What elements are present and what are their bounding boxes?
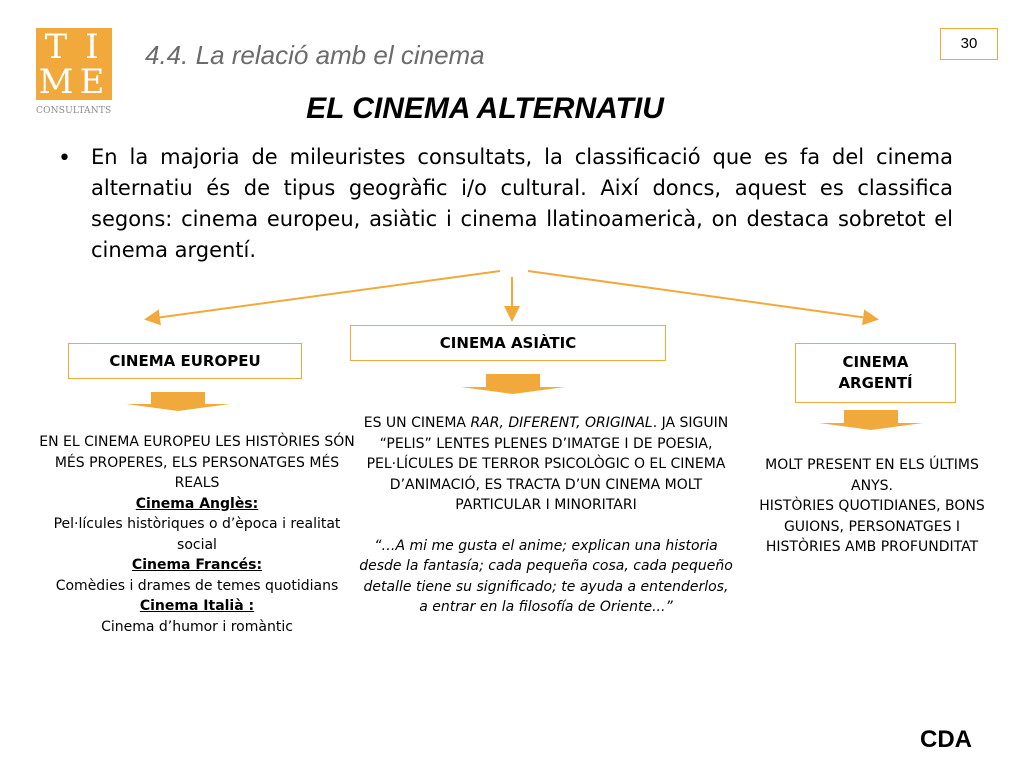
europeu-heading: Cinema Anglès: xyxy=(135,495,259,512)
down-arrow-argenti xyxy=(819,410,923,430)
asiatic-description xyxy=(358,413,734,618)
asiatic-text-end: . JA SIGUIN “PELIS” LENTES PLENES D’IMATGE I DE POESIA, PEL·LÍCULES DE TERROR PSICOLÒGIC O EL CINEMA D’ANIMACIÓ, ES TRACTA D’UN CINEMA MOLT PARTICULAR I MINORITARI xyxy=(366,415,729,513)
logo-letter: E xyxy=(79,62,105,102)
down-arrow-europeu xyxy=(126,392,230,411)
logo-letter: I xyxy=(85,27,99,67)
intro-paragraph: En la majoria de mileuristes consultats, la classificació que es fa del cinema alternatiu és de tipus geogràfic i/o cultural. Així doncs, aquest es classifica segons: cinema europeu, asiàtic i cinema llatinoamericà, on destaca sobretot el cinema argentí. xyxy=(91,145,953,262)
europeu-text: Comèdies i drames de temes quotidians xyxy=(55,577,339,594)
section-number: 4.4. xyxy=(145,40,189,70)
box-label-line: CINEMA xyxy=(842,353,909,371)
connector-right xyxy=(528,271,875,319)
europeu-text: Cinema d’humor i romàntic xyxy=(101,618,293,635)
box-label-line: ARGENTÍ xyxy=(838,374,913,392)
box-cinema-europeu: CINEMA EUROPEU xyxy=(68,343,302,379)
europeu-description xyxy=(32,432,362,637)
page-title: EL CINEMA ALTERNATIU xyxy=(306,92,664,125)
box-cinema-asiatic: CINEMA ASIÀTIC xyxy=(350,325,666,361)
asiatic-text-start: ES UN CINEMA xyxy=(363,415,471,431)
europeu-intro: EN EL CINEMA EUROPEU LES HISTÒRIES SÓN MÉS PROPERES, ELS PERSONATGES MÉS REALS xyxy=(39,434,355,491)
page-number: 30 xyxy=(940,28,998,60)
europeu-text: Pel·lícules històriques o d’època i realitat social xyxy=(53,516,341,553)
argenti-text: HISTÒRIES QUOTIDIANES, BONS GUIONS, PERSONATGES I HISTÒRIES AMB PROFUNDITAT xyxy=(759,498,985,555)
box-cinema-argenti xyxy=(795,343,956,403)
asiatic-text-italic: RAR, DIFERENT, ORIGINAL xyxy=(470,415,653,431)
logo-letter: M xyxy=(38,62,74,102)
asiatic-quote: “…A mi me gusta el anime; explican una historia desde la fantasía; cada pequeña cosa, cada pequeño detalle tiene su significado; te ayuda a entenderlos, a entrar en la filosofía de Oriente...” xyxy=(359,537,733,615)
bullet-marker: • xyxy=(58,146,71,171)
europeu-heading: Cinema Francés: xyxy=(131,557,263,573)
section-title: La relació amb el cinema xyxy=(195,40,485,70)
logo-letter: T xyxy=(44,27,68,67)
connector-left xyxy=(148,271,500,319)
argenti-text: MOLT PRESENT EN ELS ÚLTIMS ANYS. xyxy=(765,457,979,494)
footer-label: CDA xyxy=(920,726,972,753)
europeu-heading: Cinema Italià : xyxy=(139,598,255,614)
argenti-description xyxy=(745,455,999,558)
logo-text: CONSULTANTS xyxy=(36,106,112,116)
down-arrow-asiatic xyxy=(461,374,565,394)
